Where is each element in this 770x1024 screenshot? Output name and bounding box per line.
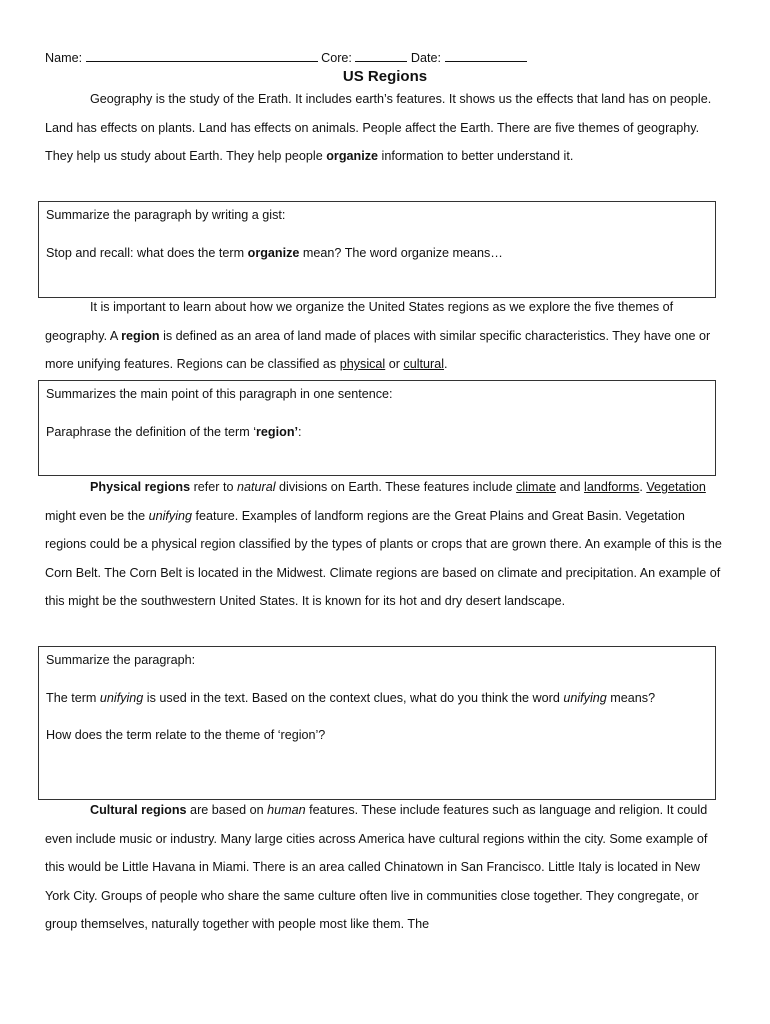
p3-text-3: and (556, 480, 585, 494)
box1-q2-text-1: Stop and recall: what does the term (46, 246, 248, 260)
box3-q2-text-1: The term (46, 691, 100, 705)
paragraph-geography (45, 85, 725, 171)
box1-question-organize (46, 244, 708, 262)
box3-question-unifying (46, 689, 708, 707)
p1-text-2: information to better understand it. (378, 149, 574, 164)
p3-bold-physical-regions: Physical regions (90, 480, 191, 494)
box3-q2-italic-2: unifying (563, 691, 607, 705)
page-title: US Regions (342, 68, 428, 85)
name-label: Name: (45, 51, 83, 65)
p2-text-3: or (385, 357, 404, 372)
core-label: Core: (321, 51, 352, 65)
date-field[interactable] (445, 48, 527, 62)
box2-question-main-point: Summarizes the main point of this paragraph in one sentence: (46, 387, 393, 401)
p1-bold-organize: organize (326, 149, 379, 164)
p3-italic-unifying: unifying (148, 508, 193, 523)
response-box-3[interactable] (38, 646, 716, 800)
p2-underline-cultural: cultural (403, 357, 445, 372)
box3-q2-italic-1: unifying (99, 691, 144, 705)
p3-italic-natural: natural (237, 480, 276, 494)
header-line (45, 48, 527, 65)
p3-text-2: divisions on Earth. These features include (275, 480, 517, 494)
p4-italic-human: human (267, 803, 306, 817)
name-field[interactable] (86, 48, 318, 62)
box1-q2-text-2: mean? The word organize means… (299, 246, 503, 260)
p2-bold-region: region (121, 328, 160, 343)
box1-q2-bold: organize (247, 246, 300, 260)
paragraph-cultural-regions (45, 796, 725, 939)
p3-text-5: might even be the (45, 508, 149, 523)
box2-q2-text-1: Paraphrase the definition of the term ‘ (46, 425, 257, 439)
box3-q2-text-3: means? (606, 691, 656, 705)
p3-underline-vegetation: Vegetation (646, 480, 706, 494)
paragraph-regions (45, 293, 725, 379)
p4-bold-cultural-regions: Cultural regions (90, 803, 187, 817)
box3-question-summarize: Summarize the paragraph: (46, 653, 196, 667)
box3-q2-text-2: is used in the text. Based on the context clues, what do you think the word (143, 691, 564, 705)
p2-text-4: . (444, 357, 448, 372)
response-box-2[interactable] (38, 380, 716, 476)
p2-text-2: is defined as an area of land made of places with similar specific characteristics. They have one or more unifying features. Regions can be classified as (45, 328, 711, 372)
p1-text-1: Geography is the study of the Erath. It includes earth’s features. It shows us the effects that land has on people. Land has effects on plants. Land has effects on animals. People affect the Earth. There are five themes of geography. They help us study about Earth. They help people (45, 92, 712, 164)
p3-underline-climate: climate (516, 480, 556, 494)
p4-text-1: are based on (186, 803, 268, 817)
p2-underline-physical: physical (339, 357, 386, 372)
box2-question-region (46, 423, 708, 441)
box3-question-theme: How does the term relate to the theme of ‘region’? (46, 728, 326, 742)
box2-q2-text-2: : (298, 425, 302, 439)
box2-q2-bold: region’ (256, 425, 299, 439)
p3-underline-landforms: landforms (584, 480, 640, 494)
date-label: Date: (410, 51, 441, 65)
core-field[interactable] (355, 48, 407, 62)
p3-text-4: . (639, 480, 647, 494)
p3-text-6: feature. Examples of landform regions are the Great Plains and Great Basin. Vegetation regions could be a physical region classified by the types of plants or crops that are grown there. An example of this is the Corn Belt. The Corn Belt is located in the Midwest. Climate regions are based on climate and precipitation. An example of this might be the southwestern United States. It is known for its hot and dry desert landscape. (45, 508, 722, 609)
box1-question-gist: Summarize the paragraph by writing a gist: (46, 208, 286, 222)
p3-text-1: refer to (190, 480, 237, 494)
paragraph-physical-regions (45, 473, 725, 616)
p4-text-2: features. These include features such as language and religion. It could even include music or industry. Many large cities across America have cultural regions within the city. Some example of this would be Little Havana in Miami. There is an area called Chinatown in San Francisco. Little Italy is located in New York City. Groups of people who share the same culture often live in communities close together. They congregate, or group themselves, naturally together with people most like them. The (45, 803, 708, 932)
p2-text-1: It is important to learn about how we organize the United States regions as we explore the five themes of geography. A (45, 300, 674, 343)
response-box-1[interactable] (38, 201, 716, 298)
